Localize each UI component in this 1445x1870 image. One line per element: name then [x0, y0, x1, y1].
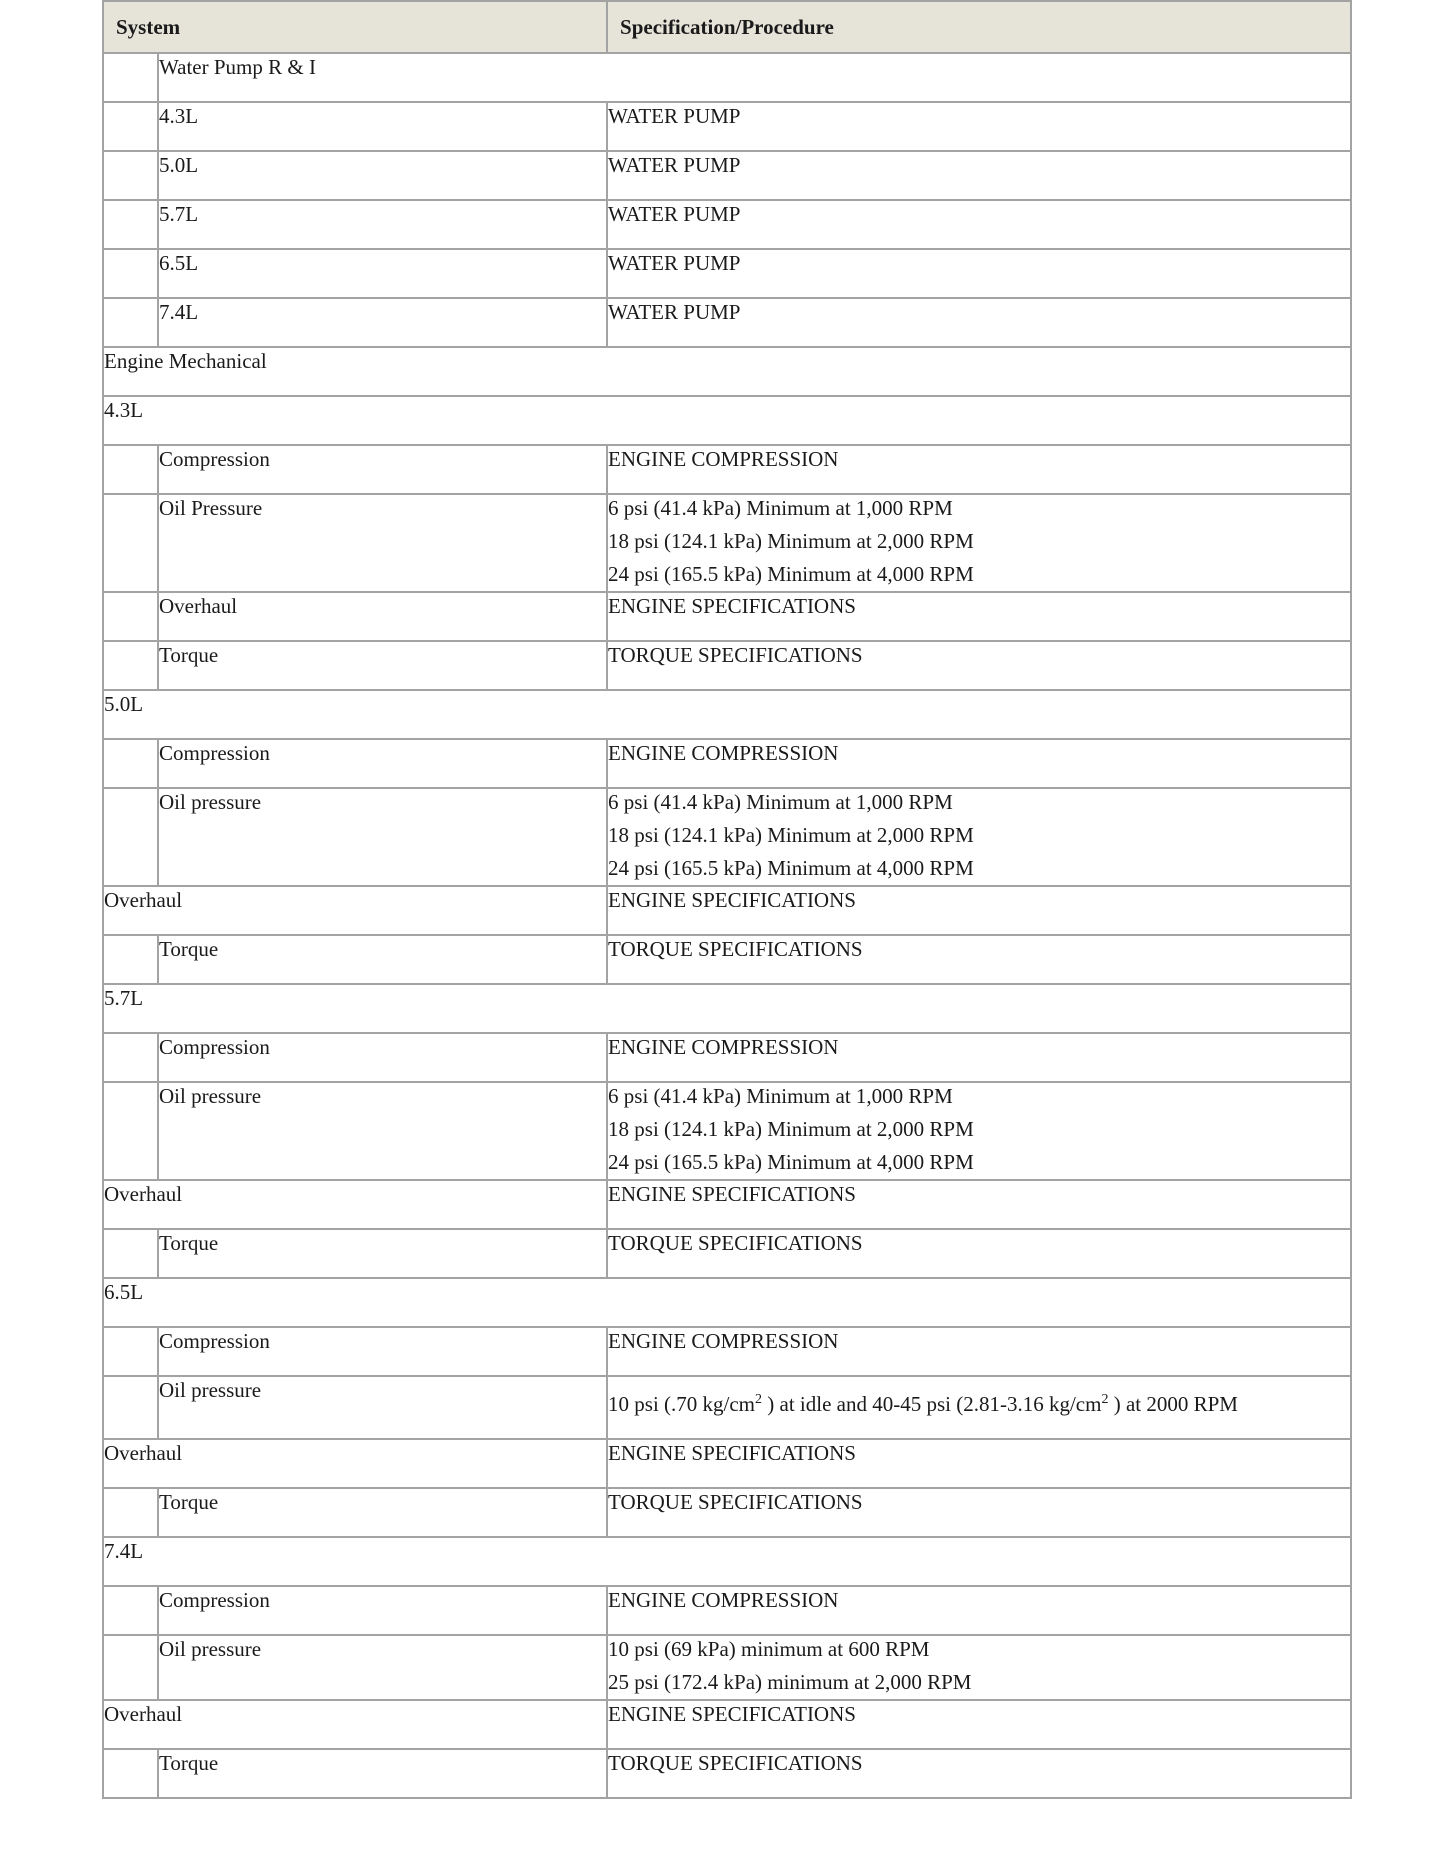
item-label: Compression: [158, 445, 607, 494]
table-row: [103, 1033, 1351, 1082]
spec-link[interactable]: ENGINE SPECIFICATIONS: [607, 592, 1351, 641]
indent-cell: [103, 445, 158, 494]
item-label: Oil Pressure: [158, 494, 607, 592]
table-row: [103, 1749, 1351, 1798]
item-label: Overhaul: [103, 1439, 607, 1488]
item-label: Compression: [158, 1033, 607, 1082]
oil-pressure-values: [607, 494, 1351, 592]
table-row: [103, 298, 1351, 347]
spec-link[interactable]: TORQUE SPECIFICATIONS: [607, 1488, 1351, 1537]
oil-pressure-text: 10 psi (.70 kg/cm: [608, 1392, 756, 1416]
spec-link[interactable]: ENGINE COMPRESSION: [607, 739, 1351, 788]
spec-link[interactable]: TORQUE SPECIFICATIONS: [607, 1749, 1351, 1798]
engine-label: 5.0L: [158, 151, 607, 200]
oil-pressure-values: [607, 788, 1351, 886]
item-label: Oil pressure: [158, 1082, 607, 1180]
indent-cell: [103, 1635, 158, 1700]
engine-group-title: 5.0L: [103, 690, 1351, 739]
oil-pressure-line: 24 psi (165.5 kPa) Minimum at 4,000 RPM: [608, 856, 974, 880]
engine-group-title: 5.7L: [103, 984, 1351, 1033]
table-row: [103, 1229, 1351, 1278]
item-label: Torque: [158, 1229, 607, 1278]
table-row: [103, 886, 1351, 935]
indent-cell: [103, 1229, 158, 1278]
oil-pressure-line: 24 psi (165.5 kPa) Minimum at 4,000 RPM: [608, 1150, 974, 1174]
engine-group-title: 6.5L: [103, 1278, 1351, 1327]
item-label: Overhaul: [103, 1180, 607, 1229]
superscript: 2: [755, 1392, 763, 1407]
item-label: Oil pressure: [158, 1635, 607, 1700]
engine-label: 4.3L: [158, 102, 607, 151]
table-header-row: [103, 1, 1351, 53]
indent-cell: [103, 641, 158, 690]
section-title: Engine Mechanical: [103, 347, 1351, 396]
table-row: [103, 1635, 1351, 1700]
spec-link[interactable]: ENGINE COMPRESSION: [607, 1327, 1351, 1376]
indent-cell: [103, 1586, 158, 1635]
item-label: Overhaul: [103, 1700, 607, 1749]
engine-group-row: [103, 396, 1351, 445]
table-row: [103, 1586, 1351, 1635]
table-row: [103, 102, 1351, 151]
oil-pressure-values: [607, 1082, 1351, 1180]
engine-group-row: [103, 984, 1351, 1033]
item-label: Torque: [158, 1488, 607, 1537]
item-label: Torque: [158, 935, 607, 984]
engine-label: 6.5L: [158, 249, 607, 298]
engine-group-row: [103, 1537, 1351, 1586]
oil-pressure-line: 6 psi (41.4 kPa) Minimum at 1,000 RPM: [608, 790, 953, 814]
section-row-engine-mechanical: [103, 347, 1351, 396]
table-row: [103, 935, 1351, 984]
section-row-water-pump: [103, 53, 1351, 102]
spec-link[interactable]: ENGINE COMPRESSION: [607, 1586, 1351, 1635]
spec-link[interactable]: ENGINE SPECIFICATIONS: [607, 1180, 1351, 1229]
table-row: [103, 1082, 1351, 1180]
spec-table: [102, 0, 1352, 1799]
oil-pressure-line: 6 psi (41.4 kPa) Minimum at 1,000 RPM: [608, 496, 953, 520]
spec-link[interactable]: TORQUE SPECIFICATIONS: [607, 1229, 1351, 1278]
table-row: [103, 739, 1351, 788]
table-row: [103, 641, 1351, 690]
engine-group-title: 4.3L: [103, 396, 1351, 445]
superscript: 2: [1101, 1392, 1109, 1407]
spec-link[interactable]: TORQUE SPECIFICATIONS: [607, 641, 1351, 690]
table-row: [103, 1376, 1351, 1439]
spec-link[interactable]: TORQUE SPECIFICATIONS: [607, 935, 1351, 984]
table-row: [103, 788, 1351, 886]
spec-link[interactable]: ENGINE SPECIFICATIONS: [607, 1439, 1351, 1488]
indent-cell: [103, 1376, 158, 1439]
table-row: [103, 1327, 1351, 1376]
engine-group-row: [103, 690, 1351, 739]
indent-cell: [103, 592, 158, 641]
oil-pressure-line: 24 psi (165.5 kPa) Minimum at 4,000 RPM: [608, 562, 974, 586]
indent-cell: [103, 1488, 158, 1537]
oil-pressure-text: ) at idle and 40-45 psi (2.81-3.16 kg/cm: [762, 1392, 1102, 1416]
indent-cell: [103, 53, 158, 102]
indent-cell: [103, 935, 158, 984]
item-label: Compression: [158, 1586, 607, 1635]
engine-group-row: [103, 1278, 1351, 1327]
indent-cell: [103, 1033, 158, 1082]
table-row: [103, 1439, 1351, 1488]
indent-cell: [103, 788, 158, 886]
spec-link[interactable]: WATER PUMP: [607, 298, 1351, 347]
table-row: [103, 494, 1351, 592]
item-label: Oil pressure: [158, 1376, 607, 1439]
item-label: Torque: [158, 1749, 607, 1798]
table-row: [103, 1488, 1351, 1537]
spec-link[interactable]: WATER PUMP: [607, 200, 1351, 249]
table-row: [103, 1180, 1351, 1229]
oil-pressure-line: 25 psi (172.4 kPa) minimum at 2,000 RPM: [608, 1670, 972, 1694]
header-system: System: [103, 1, 607, 53]
oil-pressure-line: 18 psi (124.1 kPa) Minimum at 2,000 RPM: [608, 529, 974, 553]
engine-label: 7.4L: [158, 298, 607, 347]
oil-pressure-values: [607, 1376, 1351, 1439]
indent-cell: [103, 1749, 158, 1798]
engine-group-title: 7.4L: [103, 1537, 1351, 1586]
item-label: Overhaul: [158, 592, 607, 641]
oil-pressure-line: 18 psi (124.1 kPa) Minimum at 2,000 RPM: [608, 1117, 974, 1141]
oil-pressure-line: 18 psi (124.1 kPa) Minimum at 2,000 RPM: [608, 823, 974, 847]
table-row: [103, 249, 1351, 298]
indent-cell: [103, 249, 158, 298]
engine-label: 5.7L: [158, 200, 607, 249]
indent-cell: [103, 494, 158, 592]
item-label: Torque: [158, 641, 607, 690]
indent-cell: [103, 1082, 158, 1180]
table-row: [103, 1700, 1351, 1749]
oil-pressure-line: 6 psi (41.4 kPa) Minimum at 1,000 RPM: [608, 1084, 953, 1108]
item-label: Compression: [158, 1327, 607, 1376]
indent-cell: [103, 298, 158, 347]
spec-link[interactable]: WATER PUMP: [607, 151, 1351, 200]
spec-link[interactable]: WATER PUMP: [607, 249, 1351, 298]
spec-link[interactable]: WATER PUMP: [607, 102, 1351, 151]
header-spec: Specification/Procedure: [607, 1, 1351, 53]
item-label: Overhaul: [103, 886, 607, 935]
spec-link[interactable]: ENGINE SPECIFICATIONS: [607, 886, 1351, 935]
oil-pressure-text: ) at 2000 RPM: [1108, 1392, 1238, 1416]
indent-cell: [103, 102, 158, 151]
spec-link[interactable]: ENGINE COMPRESSION: [607, 1033, 1351, 1082]
spec-link[interactable]: ENGINE COMPRESSION: [607, 445, 1351, 494]
indent-cell: [103, 200, 158, 249]
indent-cell: [103, 739, 158, 788]
spec-link[interactable]: ENGINE SPECIFICATIONS: [607, 1700, 1351, 1749]
indent-cell: [103, 1327, 158, 1376]
item-label: Compression: [158, 739, 607, 788]
section-title: Water Pump R & I: [158, 53, 1351, 102]
item-label: Oil pressure: [158, 788, 607, 886]
indent-cell: [103, 151, 158, 200]
table-row: [103, 200, 1351, 249]
table-row: [103, 592, 1351, 641]
oil-pressure-values: [607, 1635, 1351, 1700]
table-row: [103, 445, 1351, 494]
table-row: [103, 151, 1351, 200]
oil-pressure-line: 10 psi (69 kPa) minimum at 600 RPM: [608, 1637, 930, 1661]
